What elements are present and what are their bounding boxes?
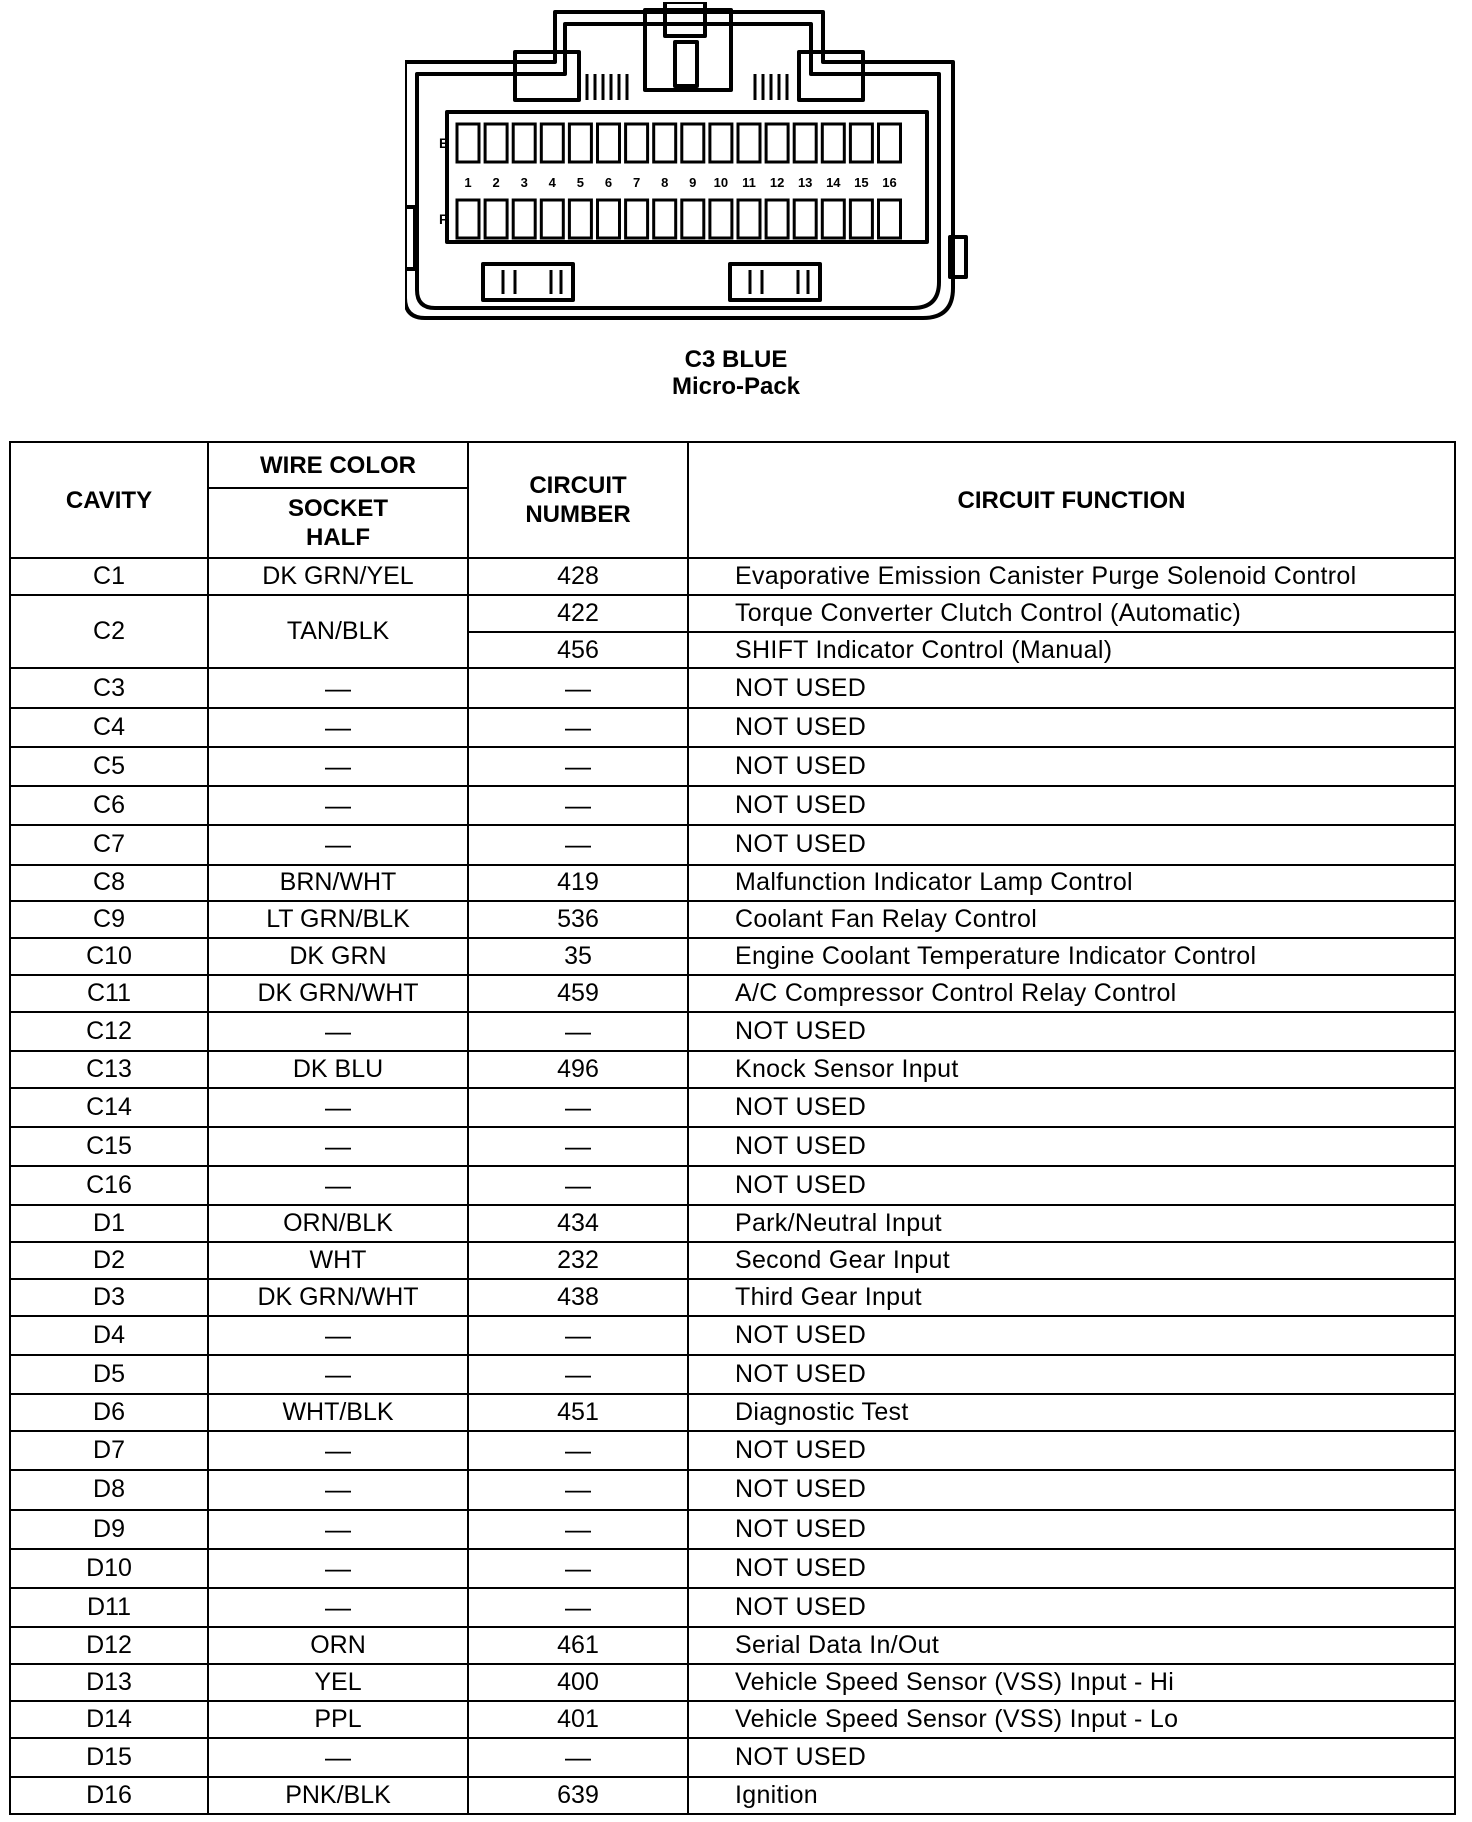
- cavity-cell: C15: [10, 1127, 208, 1166]
- table-row: [10, 865, 1455, 902]
- circuit-function-cell: A/C Compressor Control Relay Control: [688, 975, 1455, 1012]
- circuit-number-cell: 639: [468, 1777, 688, 1814]
- cavity-cell: D5: [10, 1355, 208, 1394]
- table-row: [10, 1088, 1455, 1127]
- wire-color-cell: —: [208, 1088, 468, 1127]
- circuit-number-cell: —: [468, 786, 688, 825]
- cavity-cell: C2: [10, 595, 208, 669]
- pin-number-14: 14: [826, 175, 841, 190]
- pin-cavity-e-13: [794, 124, 816, 162]
- pin-cavity-e-8: [654, 124, 676, 162]
- pin-number-1: 1: [464, 175, 472, 190]
- pin-cavity-e-9: [682, 124, 704, 162]
- wire-color-cell: DK GRN/WHT: [208, 1279, 468, 1316]
- pin-cavity-e-3: [513, 124, 535, 162]
- circuit-function-cell: NOT USED: [688, 1510, 1455, 1549]
- table-row: [10, 595, 1455, 632]
- cavity-cell: C4: [10, 708, 208, 747]
- pin-number-12: 12: [769, 175, 785, 190]
- cavity-cell: C10: [10, 938, 208, 975]
- circuit-function-cell: NOT USED: [688, 1012, 1455, 1051]
- circuit-function-cell: NOT USED: [688, 1549, 1455, 1588]
- wire-color-cell: WHT: [208, 1242, 468, 1279]
- circuit-function-cell: Knock Sensor Input: [688, 1051, 1455, 1088]
- circuit-function-cell: Coolant Fan Relay Control: [688, 901, 1455, 938]
- circuit-number-cell: —: [468, 825, 688, 864]
- pin-row-e: [457, 124, 901, 162]
- pin-number-6: 6: [604, 175, 613, 190]
- table-row: [10, 1127, 1455, 1166]
- circuit-number-cell: 536: [468, 901, 688, 938]
- wire-color-cell: —: [208, 1127, 468, 1166]
- wire-color-cell: —: [208, 747, 468, 786]
- cavity-cell: C7: [10, 825, 208, 864]
- pin-cavity-f-13: [794, 200, 816, 238]
- table-row: [10, 1355, 1455, 1394]
- pin-cavity-f-12: [766, 200, 788, 238]
- header-circuit-function: CIRCUIT FUNCTION: [688, 442, 1455, 558]
- cavity-cell: D16: [10, 1777, 208, 1814]
- circuit-function-cell: Torque Converter Clutch Control (Automatic): [688, 595, 1455, 632]
- circuit-number-cell: —: [468, 668, 688, 707]
- pin-cavity-e-12: [766, 124, 788, 162]
- wire-color-cell: —: [208, 1166, 468, 1205]
- circuit-number-cell: 438: [468, 1279, 688, 1316]
- wire-color-cell: —: [208, 1510, 468, 1549]
- cavity-cell: D8: [10, 1470, 208, 1509]
- circuit-function-cell: Evaporative Emission Canister Purge Solenoid Control: [688, 558, 1455, 595]
- wire-color-cell: TAN/BLK: [208, 595, 468, 669]
- circuit-function-cell: SHIFT Indicator Control (Manual): [688, 632, 1455, 669]
- circuit-function-cell: Vehicle Speed Sensor (VSS) Input - Hi: [688, 1664, 1455, 1701]
- row-label-e: E: [439, 135, 449, 151]
- table-row: [10, 1738, 1455, 1777]
- wire-color-cell: —: [208, 1588, 468, 1627]
- circuit-number-cell: —: [468, 1470, 688, 1509]
- connector-name: C3 BLUE: [684, 346, 788, 373]
- connector-type: Micro-Pack: [671, 373, 801, 400]
- pin-number-8: 8: [661, 175, 669, 190]
- cavity-cell: C8: [10, 865, 208, 902]
- pin-number-13: 13: [797, 175, 813, 190]
- pin-cavity-f-6: [598, 200, 620, 238]
- wire-color-cell: —: [208, 1549, 468, 1588]
- pin-cavity-e-2: [485, 124, 507, 162]
- cavity-cell: D1: [10, 1205, 208, 1242]
- circuit-number-cell: —: [468, 1431, 688, 1470]
- table-row: [10, 708, 1455, 747]
- circuit-function-cell: Malfunction Indicator Lamp Control: [688, 865, 1455, 902]
- circuit-function-cell: Ignition: [688, 1777, 1455, 1814]
- cavity-cell: C1: [10, 558, 208, 595]
- circuit-number-cell: 451: [468, 1394, 688, 1431]
- circuit-function-cell: NOT USED: [688, 1738, 1455, 1777]
- pin-cavity-f-2: [485, 200, 507, 238]
- wire-color-cell: —: [208, 786, 468, 825]
- cavity-cell: D4: [10, 1316, 208, 1355]
- circuit-number-cell: 401: [468, 1701, 688, 1738]
- circuit-function-cell: NOT USED: [688, 825, 1455, 864]
- cavity-cell: D11: [10, 1588, 208, 1627]
- pin-number-10: 10: [713, 175, 729, 190]
- table-row: [10, 1316, 1455, 1355]
- pin-cavity-f-3: [513, 200, 535, 238]
- pin-number-4: 4: [548, 175, 556, 190]
- table-row: [10, 1627, 1455, 1664]
- pin-cavity-e-14: [822, 124, 844, 162]
- circuit-function-cell: NOT USED: [688, 1088, 1455, 1127]
- header-wire-color: WIRE COLOR: [208, 442, 468, 488]
- cavity-cell: D13: [10, 1664, 208, 1701]
- wire-color-cell: BRN/WHT: [208, 865, 468, 902]
- table-row: [10, 558, 1455, 595]
- pin-cavity-f-16: [879, 200, 901, 238]
- pin-cavity-f-4: [541, 200, 563, 238]
- wire-color-cell: DK GRN: [208, 938, 468, 975]
- table-row: [10, 1279, 1455, 1316]
- circuit-function-cell: NOT USED: [688, 1355, 1455, 1394]
- circuit-function-cell: NOT USED: [688, 1316, 1455, 1355]
- table-row: [10, 668, 1455, 707]
- circuit-number-cell: 419: [468, 865, 688, 902]
- table-row: [10, 1777, 1455, 1814]
- cavity-cell: C3: [10, 668, 208, 707]
- pin-cavity-e-10: [710, 124, 732, 162]
- circuit-number-cell: —: [468, 1738, 688, 1777]
- pin-cavity-e-7: [626, 124, 648, 162]
- pinout-body: [10, 558, 1455, 1814]
- pin-cavity-f-5: [569, 200, 591, 238]
- cavity-cell: C14: [10, 1088, 208, 1127]
- circuit-number-cell: —: [468, 1355, 688, 1394]
- table-row: [10, 901, 1455, 938]
- pin-row-f: [457, 200, 901, 238]
- pin-number-2: 2: [492, 175, 500, 190]
- circuit-function-cell: NOT USED: [688, 1166, 1455, 1205]
- wire-color-cell: PPL: [208, 1701, 468, 1738]
- table-row: [10, 1588, 1455, 1627]
- pin-cavity-e-5: [569, 124, 591, 162]
- pin-cavity-f-9: [682, 200, 704, 238]
- cavity-cell: D3: [10, 1279, 208, 1316]
- header-cavity: CAVITY: [10, 442, 208, 558]
- circuit-number-cell: 496: [468, 1051, 688, 1088]
- cavity-cell: D10: [10, 1549, 208, 1588]
- cavity-cell: D6: [10, 1394, 208, 1431]
- row-label-f: F: [439, 211, 448, 227]
- circuit-number-cell: —: [468, 1127, 688, 1166]
- circuit-function-cell: NOT USED: [688, 1470, 1455, 1509]
- circuit-number-cell: 434: [468, 1205, 688, 1242]
- header-socket-half: SOCKET HALF: [208, 488, 468, 558]
- wire-color-cell: —: [208, 1470, 468, 1509]
- cavity-cell: C12: [10, 1012, 208, 1051]
- pin-number-11: 11: [742, 175, 756, 190]
- pin-cavity-e-4: [541, 124, 563, 162]
- table-row: [10, 825, 1455, 864]
- wire-color-cell: —: [208, 1431, 468, 1470]
- cavity-cell: C9: [10, 901, 208, 938]
- circuit-number-cell: —: [468, 747, 688, 786]
- cavity-cell: D9: [10, 1510, 208, 1549]
- table-row: [10, 1510, 1455, 1549]
- wire-color-cell: —: [208, 668, 468, 707]
- circuit-number-cell: —: [468, 1012, 688, 1051]
- circuit-number-cell: 459: [468, 975, 688, 1012]
- wire-color-cell: —: [208, 1012, 468, 1051]
- circuit-number-cell: —: [468, 1088, 688, 1127]
- wire-color-cell: —: [208, 1316, 468, 1355]
- circuit-function-cell: NOT USED: [688, 668, 1455, 707]
- connector-caption: [0, 346, 1472, 400]
- cavity-cell: D14: [10, 1701, 208, 1738]
- wire-color-cell: DK GRN/WHT: [208, 975, 468, 1012]
- circuit-function-cell: NOT USED: [688, 1127, 1455, 1166]
- header-circuit-number: CIRCUIT NUMBER: [468, 442, 688, 558]
- circuit-number-cell: 400: [468, 1664, 688, 1701]
- table-row: [10, 1051, 1455, 1088]
- circuit-function-cell: Diagnostic Test: [688, 1394, 1455, 1431]
- table-row: [10, 1701, 1455, 1738]
- wire-color-cell: WHT/BLK: [208, 1394, 468, 1431]
- pin-cavity-f-1: [457, 200, 479, 238]
- pin-cavity-e-11: [738, 124, 760, 162]
- pinout-table: [9, 441, 1456, 1815]
- pin-cavity-e-16: [879, 124, 901, 162]
- wire-color-cell: —: [208, 708, 468, 747]
- wire-color-cell: ORN: [208, 1627, 468, 1664]
- circuit-number-cell: —: [468, 708, 688, 747]
- pin-number-9: 9: [689, 175, 697, 190]
- pin-number-3: 3: [520, 175, 528, 190]
- circuit-function-cell: Third Gear Input: [688, 1279, 1455, 1316]
- table-row: [10, 975, 1455, 1012]
- pin-cavity-f-14: [822, 200, 844, 238]
- table-row: [10, 1166, 1455, 1205]
- cavity-cell: C6: [10, 786, 208, 825]
- wire-color-cell: LT GRN/BLK: [208, 901, 468, 938]
- circuit-number-cell: 422: [468, 595, 688, 632]
- pin-cavity-f-10: [710, 200, 732, 238]
- pin-cavity-f-15: [850, 200, 872, 238]
- circuit-number-cell: —: [468, 1166, 688, 1205]
- wire-color-cell: YEL: [208, 1664, 468, 1701]
- circuit-number-cell: —: [468, 1510, 688, 1549]
- table-row: [10, 1394, 1455, 1431]
- table-row: [10, 1205, 1455, 1242]
- wire-color-cell: —: [208, 825, 468, 864]
- circuit-function-cell: NOT USED: [688, 747, 1455, 786]
- circuit-function-cell: NOT USED: [688, 1588, 1455, 1627]
- cavity-cell: C13: [10, 1051, 208, 1088]
- circuit-number-cell: 456: [468, 632, 688, 669]
- connector-diagram: [405, 2, 973, 324]
- pin-cavity-f-8: [654, 200, 676, 238]
- circuit-function-cell: Vehicle Speed Sensor (VSS) Input - Lo: [688, 1701, 1455, 1738]
- pin-number-15: 15: [854, 175, 869, 190]
- circuit-number-cell: 461: [468, 1627, 688, 1664]
- pin-cavity-e-15: [850, 124, 872, 162]
- cavity-cell: C5: [10, 747, 208, 786]
- table-row: [10, 938, 1455, 975]
- circuit-number-cell: 232: [468, 1242, 688, 1279]
- cavity-cell: D15: [10, 1738, 208, 1777]
- pin-cavity-e-6: [598, 124, 620, 162]
- circuit-function-cell: Engine Coolant Temperature Indicator Control: [688, 938, 1455, 975]
- wire-color-cell: ORN/BLK: [208, 1205, 468, 1242]
- circuit-function-cell: Park/Neutral Input: [688, 1205, 1455, 1242]
- cavity-cell: D12: [10, 1627, 208, 1664]
- circuit-number-cell: 35: [468, 938, 688, 975]
- pin-number-16: 16: [882, 175, 897, 190]
- cavity-cell: D7: [10, 1431, 208, 1470]
- table-row: [10, 1431, 1455, 1470]
- wire-color-cell: DK BLU: [208, 1051, 468, 1088]
- table-row: [10, 1664, 1455, 1701]
- cavity-cell: C11: [10, 975, 208, 1012]
- circuit-function-cell: Serial Data In/Out: [688, 1627, 1455, 1664]
- pin-number-7: 7: [632, 175, 641, 190]
- table-row: [10, 747, 1455, 786]
- table-row: [10, 1549, 1455, 1588]
- pin-numbers: [464, 175, 896, 190]
- pin-cavity-e-1: [457, 124, 479, 162]
- pin-cavity-f-11: [738, 200, 760, 238]
- cavity-cell: C16: [10, 1166, 208, 1205]
- table-row: [10, 1470, 1455, 1509]
- cavity-cell: D2: [10, 1242, 208, 1279]
- wire-color-cell: DK GRN/YEL: [208, 558, 468, 595]
- circuit-number-cell: —: [468, 1549, 688, 1588]
- circuit-function-cell: NOT USED: [688, 708, 1455, 747]
- wire-color-cell: —: [208, 1355, 468, 1394]
- circuit-number-cell: 428: [468, 558, 688, 595]
- circuit-function-cell: NOT USED: [688, 786, 1455, 825]
- circuit-function-cell: NOT USED: [688, 1431, 1455, 1470]
- table-row: [10, 1012, 1455, 1051]
- pin-number-5: 5: [576, 175, 585, 190]
- table-row: [10, 786, 1455, 825]
- wire-color-cell: —: [208, 1738, 468, 1777]
- table-row: [10, 1242, 1455, 1279]
- circuit-function-cell: Second Gear Input: [688, 1242, 1455, 1279]
- pin-cavity-f-7: [626, 200, 648, 238]
- circuit-number-cell: —: [468, 1316, 688, 1355]
- circuit-number-cell: —: [468, 1588, 688, 1627]
- wire-color-cell: PNK/BLK: [208, 1777, 468, 1814]
